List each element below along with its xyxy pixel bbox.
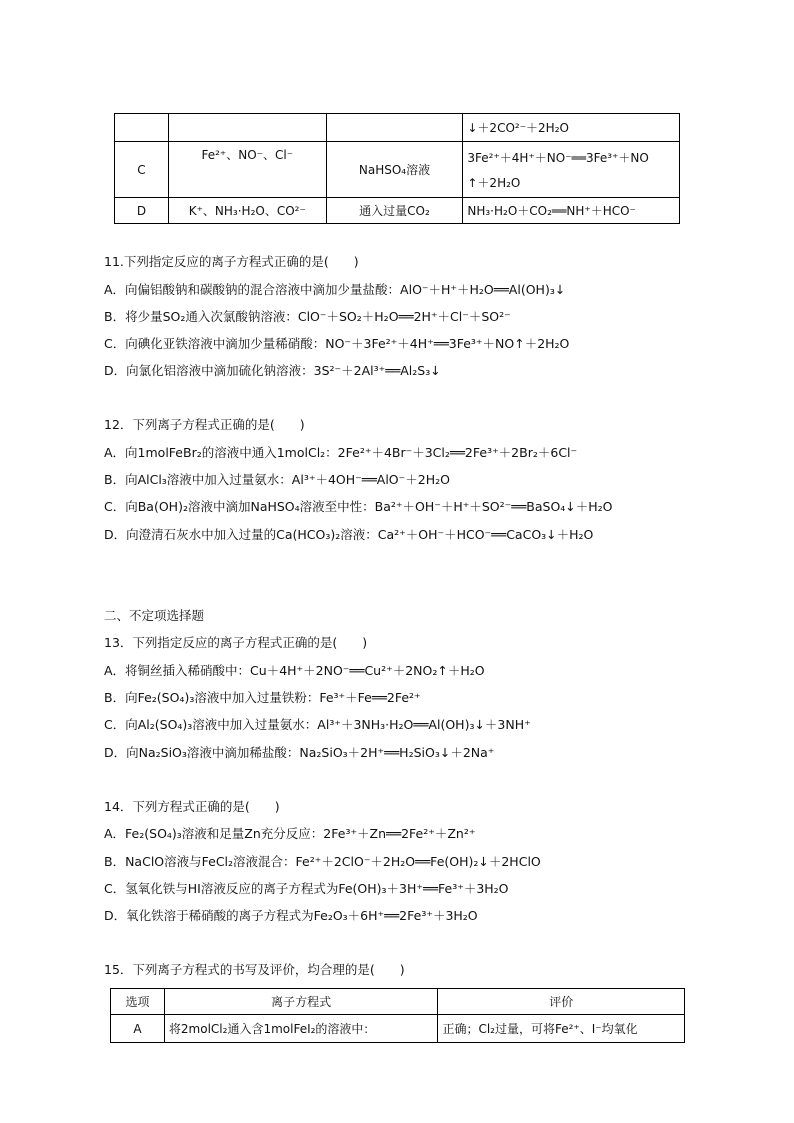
q12-option-a: A．向1molFeBr₂的溶液中通入1molCl₂：2Fe²⁺＋4Br⁻＋3Cl₂══2Fe³⁺＋2Br₂＋6Cl⁻: [104, 445, 578, 460]
cell-reagent: NaHSO₄溶液: [326, 142, 463, 198]
q13-option-c: C．向Al₂(SO₄)₃溶液中加入过量氨水：Al³⁺＋3NH₃·H₂O══Al(OH)₃↓＋3NH⁺: [104, 717, 531, 732]
cell-equation: 将2molCl₂通入含1molFeI₂的溶液中：: [164, 1015, 438, 1043]
question-12-stem: 12．下列离子方程式正确的是( ): [104, 417, 305, 432]
row-label: D: [115, 198, 169, 224]
equation-line: ↑＋2H₂O: [467, 175, 521, 190]
q11-option-b: B．将少量SO₂通入次氯酸钠溶液：ClO⁻＋SO₂＋H₂O══2H⁺＋Cl⁻＋SO²⁻: [104, 309, 511, 324]
cell-empty: [115, 114, 169, 142]
table-row: [115, 198, 680, 224]
q14-option-a: A．Fe₂(SO₄)₃溶液和足量Zn充分反应：2Fe³⁺＋Zn══2Fe²⁺＋Zn²⁺: [104, 826, 476, 841]
q15-table: [110, 988, 685, 1043]
q12-option-d: D．向澄清石灰水中加入过量的Ca(HCO₃)₂溶液：Ca²⁺＋OH⁻＋HCO⁻══CaCO₃↓＋H₂O: [104, 527, 594, 542]
question-13-stem: 13．下列指定反应的离子方程式正确的是( ): [104, 635, 368, 650]
section-title: 二、不定项选择题: [104, 608, 205, 623]
table-row: [111, 1015, 685, 1043]
cell-evaluation: 正确；Cl₂过量，可将Fe²⁺、I⁻均氧化: [438, 1015, 685, 1043]
q13-option-b: B．向Fe₂(SO₄)₃溶液中加入过量铁粉：Fe³⁺＋Fe══2Fe²⁺: [104, 690, 421, 705]
cell-reagent: 通入过量CO₂: [326, 198, 463, 224]
header-option: 选项: [111, 989, 165, 1015]
header-equation: 离子方程式: [164, 989, 438, 1015]
table-header-row: [111, 989, 685, 1015]
q11-option-a: A．向偏铝酸钠和碳酸钠的混合溶液中滴加少量盐酸：AlO⁻＋H⁺＋H₂O══Al(OH)₃↓: [104, 282, 566, 297]
question-11-stem: 11.下列指定反应的离子方程式正确的是( ): [104, 254, 359, 269]
q11-option-c: C．向碘化亚铁溶液中滴加少量稀硝酸：NO⁻＋3Fe²⁺＋4H⁺══3Fe³⁺＋NO↑＋2H₂O: [104, 336, 570, 351]
question-14-stem: 14．下列方程式正确的是( ): [104, 799, 280, 814]
q14-option-d: D．氧化铁溶于稀硝酸的离子方程式为Fe₂O₃＋6H⁺══2Fe³⁺＋3H₂O: [104, 908, 478, 923]
q14-option-b: B．NaClO溶液与FeCl₂溶液混合：Fe²⁺＋2ClO⁻＋2H₂O══Fe(OH)₂↓＋2HClO: [104, 854, 541, 869]
q13-option-d: D．向Na₂SiO₃溶液中滴加稀盐酸：Na₂SiO₃＋2H⁺══H₂SiO₃↓＋2Na⁺: [104, 745, 495, 760]
q11-option-d: D．向氯化铝溶液中滴加硫化钠溶液：3S²⁻＋2Al³⁺══Al₂S₃↓: [104, 363, 441, 378]
q13-option-a: A．将铜丝插入稀硝酸中：Cu＋4H⁺＋2NO⁻══Cu²⁺＋2NO₂↑＋H₂O: [104, 663, 485, 678]
header-evaluation: 评价: [438, 989, 685, 1015]
cell-empty: [168, 114, 326, 142]
q14-option-c: C．氢氧化铁与HI溶液反应的离子方程式为Fe(OH)₃＋3H⁺══Fe³⁺＋3H₂O: [104, 881, 509, 896]
top-table: [114, 113, 680, 224]
table-row: [115, 142, 680, 198]
cell-ions: K⁺、NH₃·H₂O、CO²⁻: [168, 198, 326, 224]
q12-option-c: C．向Ba(OH)₂溶液中滴加NaHSO₄溶液至中性：Ba²⁺＋OH⁻＋H⁺＋SO²⁻══BaSO₄↓＋H₂O: [104, 499, 613, 514]
cell-equation: [463, 142, 680, 198]
row-label: C: [115, 142, 169, 198]
cell-equation: NH₃·H₂O＋CO₂══NH⁺＋HCO⁻: [463, 198, 680, 224]
cell-ions: Fe²⁺、NO⁻、Cl⁻: [168, 142, 326, 198]
q12-option-b: B．向AlCl₃溶液中加入过量氨水：Al³⁺＋4OH⁻══AlO⁻＋2H₂O: [104, 472, 450, 487]
table-row: [115, 114, 680, 142]
equation-line: 3Fe²⁺＋4H⁺＋NO⁻══3Fe³⁺＋NO: [467, 150, 649, 165]
row-label: A: [111, 1015, 165, 1043]
cell-empty: [326, 114, 463, 142]
question-15-stem: 15．下列离子方程式的书写及评价，均合理的是( ): [104, 962, 405, 977]
cell-equation: ↓＋2CO²⁻＋2H₂O: [463, 114, 680, 142]
